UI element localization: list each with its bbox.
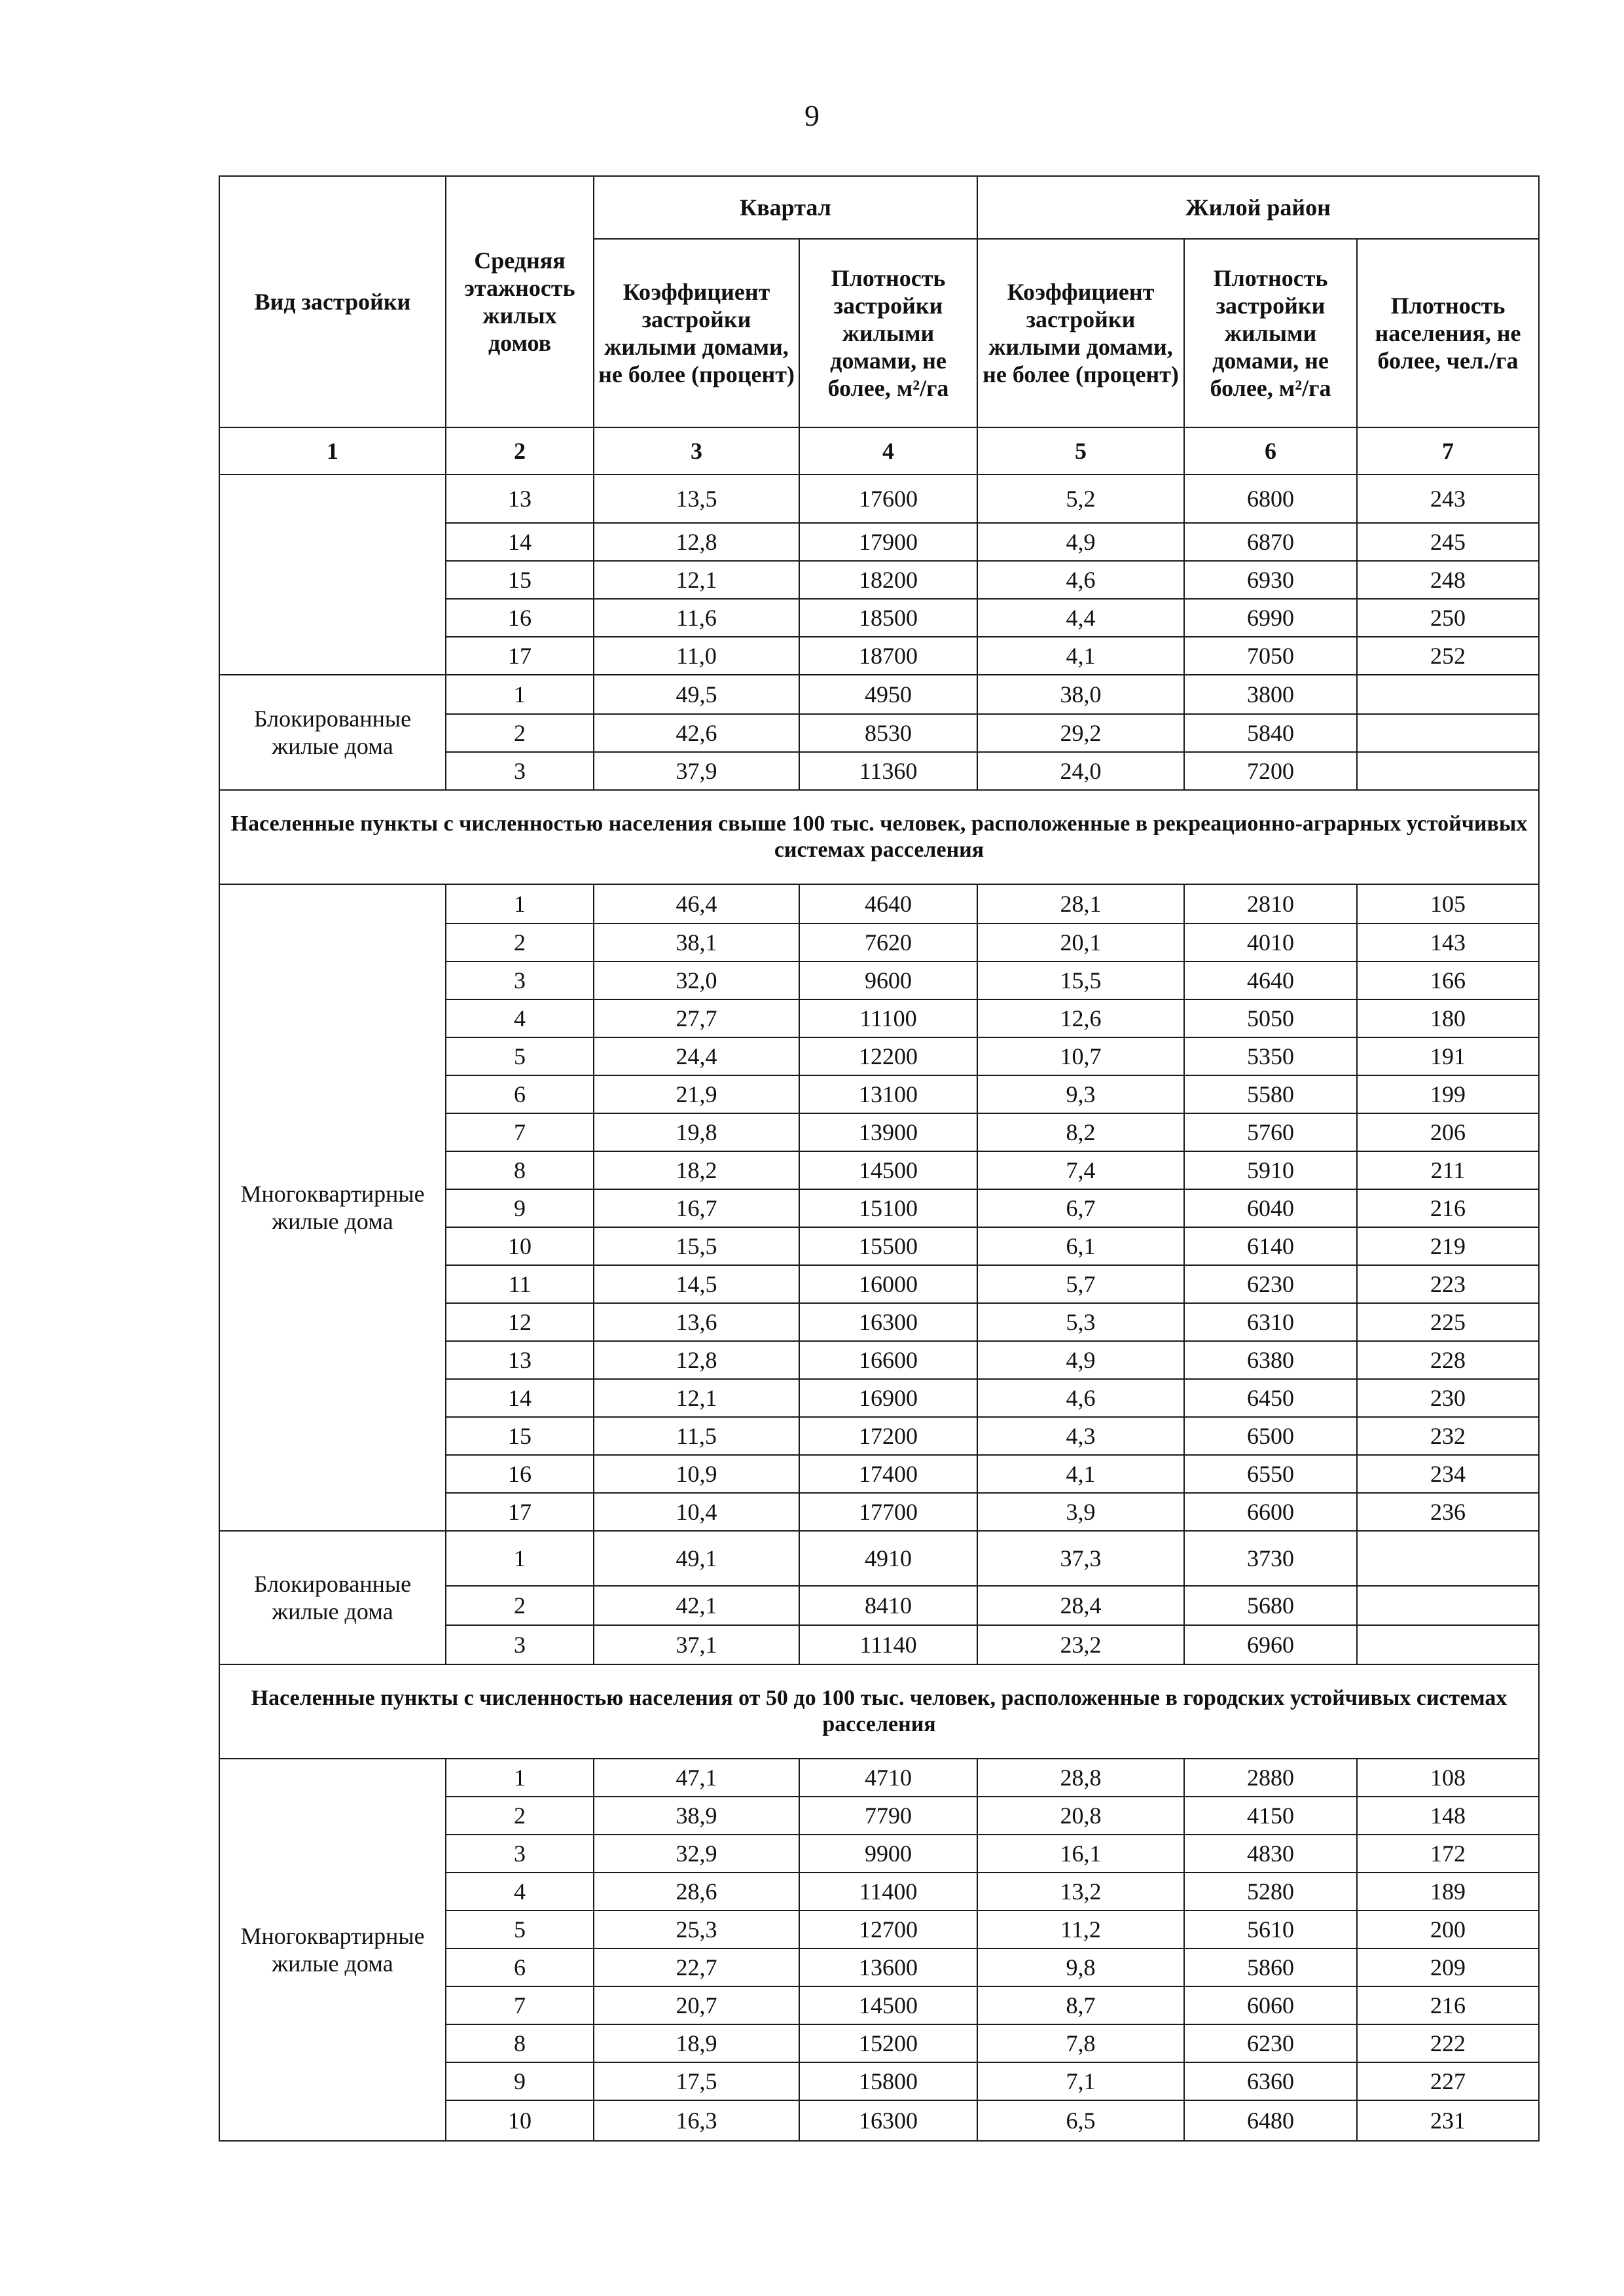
table-cell: 18700	[799, 637, 977, 675]
table-cell: 245	[1357, 523, 1539, 561]
table-cell: 17600	[799, 475, 977, 523]
table-cell: 16300	[799, 2100, 977, 2141]
table-cell: 216	[1357, 1189, 1539, 1227]
table-cell: 12200	[799, 1037, 977, 1075]
table-cell: 17200	[799, 1417, 977, 1455]
table-cell: 7050	[1184, 637, 1357, 675]
table-cell: 28,4	[977, 1586, 1184, 1625]
table-cell: 3	[446, 961, 594, 999]
table-cell: 10,7	[977, 1037, 1184, 1075]
table-cell	[1357, 675, 1539, 714]
header-residential-district: Жилой район	[977, 176, 1539, 239]
table-cell: 11,6	[594, 599, 799, 637]
table-row	[219, 884, 1539, 924]
table-cell: 28,6	[594, 1873, 799, 1910]
column-number-row	[219, 427, 1539, 475]
table-cell: 13900	[799, 1113, 977, 1151]
table-cell: 5580	[1184, 1075, 1357, 1113]
section-title: Населенные пункты с численностью населения свыше 100 тыс. человек, расположенные в рекреационно-аграрных устойчивых системах расселения	[219, 790, 1539, 884]
table-cell: 4640	[799, 884, 977, 924]
column-number: 1	[219, 427, 446, 475]
column-number: 3	[594, 427, 799, 475]
table-cell: 9,3	[977, 1075, 1184, 1113]
table-cell: 13,5	[594, 475, 799, 523]
table-cell: 6040	[1184, 1189, 1357, 1227]
table-cell: 219	[1357, 1227, 1539, 1265]
table-cell: 9,8	[977, 1948, 1184, 1986]
table-cell: 15	[446, 561, 594, 599]
table-cell: 4,6	[977, 1379, 1184, 1417]
table-cell	[1357, 1625, 1539, 1664]
table-cell: 5,3	[977, 1303, 1184, 1341]
table-cell: 24,0	[977, 752, 1184, 790]
table-cell: 4,9	[977, 1341, 1184, 1379]
table-cell: 206	[1357, 1113, 1539, 1151]
table-cell: 8	[446, 1151, 594, 1189]
table-cell: 10	[446, 2100, 594, 2141]
table-cell: 4,4	[977, 599, 1184, 637]
table-cell: 222	[1357, 2024, 1539, 2062]
table-cell: 2880	[1184, 1759, 1357, 1797]
table-cell: 10	[446, 1227, 594, 1265]
table-cell: 20,8	[977, 1797, 1184, 1835]
column-number: 2	[446, 427, 594, 475]
table-cell: 8410	[799, 1586, 977, 1625]
table-cell: 6480	[1184, 2100, 1357, 2141]
table-cell: 1	[446, 675, 594, 714]
building-type-cell: Блокированные жилые дома	[219, 675, 446, 790]
table-cell: 4150	[1184, 1797, 1357, 1835]
table-cell: 6230	[1184, 2024, 1357, 2062]
column-number: 7	[1357, 427, 1539, 475]
table-cell: 4910	[799, 1531, 977, 1586]
table-cell: 8530	[799, 714, 977, 752]
header-district-coefficient: Коэффициент застройки жилыми домами, не более (процент)	[977, 239, 1184, 427]
table-cell: 5610	[1184, 1910, 1357, 1948]
table-cell: 7,4	[977, 1151, 1184, 1189]
table-cell: 7,8	[977, 2024, 1184, 2062]
table-cell: 148	[1357, 1797, 1539, 1835]
table-cell: 6990	[1184, 599, 1357, 637]
table-cell: 252	[1357, 637, 1539, 675]
table-cell: 18500	[799, 599, 977, 637]
table-cell: 108	[1357, 1759, 1539, 1797]
table-cell: 15200	[799, 2024, 977, 2062]
table-cell: 16900	[799, 1379, 977, 1417]
table-cell: 12,8	[594, 523, 799, 561]
table-cell: 29,2	[977, 714, 1184, 752]
table-cell: 1	[446, 884, 594, 924]
table-cell: 17,5	[594, 2062, 799, 2100]
table-cell: 4	[446, 999, 594, 1037]
table-cell: 18,2	[594, 1151, 799, 1189]
table-cell: 16,7	[594, 1189, 799, 1227]
table-cell: 17400	[799, 1455, 977, 1493]
table-cell: 14	[446, 1379, 594, 1417]
table-cell: 6870	[1184, 523, 1357, 561]
table-cell: 16000	[799, 1265, 977, 1303]
table-cell: 9	[446, 2062, 594, 2100]
table-cell: 15100	[799, 1189, 977, 1227]
table-cell: 248	[1357, 561, 1539, 599]
table-cell: 7620	[799, 924, 977, 961]
table-cell: 5280	[1184, 1873, 1357, 1910]
table-cell	[1357, 752, 1539, 790]
header-average-floors: Средняя этажность жилых домов	[446, 176, 594, 427]
table-cell: 234	[1357, 1455, 1539, 1493]
table-cell: 13,6	[594, 1303, 799, 1341]
table-cell: 4010	[1184, 924, 1357, 961]
table-cell: 8,2	[977, 1113, 1184, 1151]
table-cell: 28,8	[977, 1759, 1184, 1797]
table-cell: 172	[1357, 1835, 1539, 1873]
table-cell: 3800	[1184, 675, 1357, 714]
table-cell: 49,5	[594, 675, 799, 714]
table-cell: 37,9	[594, 752, 799, 790]
table-cell: 7200	[1184, 752, 1357, 790]
table-cell: 216	[1357, 1986, 1539, 2024]
table-cell: 4,3	[977, 1417, 1184, 1455]
table-cell: 24,4	[594, 1037, 799, 1075]
table-cell: 3	[446, 752, 594, 790]
table-row	[219, 1531, 1539, 1586]
table-cell: 2810	[1184, 884, 1357, 924]
section-row	[219, 790, 1539, 884]
table-cell: 11	[446, 1265, 594, 1303]
table-cell: 227	[1357, 2062, 1539, 2100]
table-cell: 15,5	[594, 1227, 799, 1265]
section-row	[219, 1664, 1539, 1759]
table-cell: 16,1	[977, 1835, 1184, 1873]
table-cell: 4,9	[977, 523, 1184, 561]
table-cell: 6310	[1184, 1303, 1357, 1341]
table-cell: 7	[446, 1986, 594, 2024]
table-cell: 5350	[1184, 1037, 1357, 1075]
table-cell: 14500	[799, 1986, 977, 2024]
table-cell: 11400	[799, 1873, 977, 1910]
table-cell: 5860	[1184, 1948, 1357, 1986]
table-cell: 12,8	[594, 1341, 799, 1379]
table-cell: 14	[446, 523, 594, 561]
table-cell: 7790	[799, 1797, 977, 1835]
table-cell: 3730	[1184, 1531, 1357, 1586]
table-cell: 46,4	[594, 884, 799, 924]
table-cell: 4,1	[977, 1455, 1184, 1493]
table-cell: 105	[1357, 884, 1539, 924]
table-cell: 17900	[799, 523, 977, 561]
table-cell: 8,7	[977, 1986, 1184, 2024]
table-cell: 19,8	[594, 1113, 799, 1151]
table-cell: 12700	[799, 1910, 977, 1948]
table-cell: 28,1	[977, 884, 1184, 924]
table-cell: 11,5	[594, 1417, 799, 1455]
table-cell: 5760	[1184, 1113, 1357, 1151]
table-cell: 13	[446, 1341, 594, 1379]
building-type-cell: Многоквартирные жилые дома	[219, 1759, 446, 2141]
table-cell: 6230	[1184, 1265, 1357, 1303]
table-cell	[1357, 1586, 1539, 1625]
table-cell: 15800	[799, 2062, 977, 2100]
table-cell: 180	[1357, 999, 1539, 1037]
table-cell: 1	[446, 1531, 594, 1586]
table-cell: 4830	[1184, 1835, 1357, 1873]
header-quarter-coefficient: Коэффициент застройки жилыми домами, не более (процент)	[594, 239, 799, 427]
table-cell: 6960	[1184, 1625, 1357, 1664]
table-cell: 200	[1357, 1910, 1539, 1948]
table-cell: 5050	[1184, 999, 1357, 1037]
column-number: 5	[977, 427, 1184, 475]
table-cell: 3	[446, 1625, 594, 1664]
table-cell: 12,6	[977, 999, 1184, 1037]
table-cell: 32,0	[594, 961, 799, 999]
page-number: 9	[804, 99, 820, 132]
table-cell: 12,1	[594, 561, 799, 599]
table-cell: 231	[1357, 2100, 1539, 2141]
density-norms-table	[219, 175, 1540, 2142]
table-cell: 211	[1357, 1151, 1539, 1189]
header-quarter-density: Плотность застройки жилыми домами, не более, м²/га	[799, 239, 977, 427]
table-cell: 11140	[799, 1625, 977, 1664]
table-cell: 5840	[1184, 714, 1357, 752]
table-cell: 15500	[799, 1227, 977, 1265]
building-type-cell: Блокированные жилые дома	[219, 1531, 446, 1664]
table-cell: 17	[446, 1493, 594, 1531]
table-cell: 6450	[1184, 1379, 1357, 1417]
table-cell: 4710	[799, 1759, 977, 1797]
header-quarter: Квартал	[594, 176, 977, 239]
table-cell: 13100	[799, 1075, 977, 1113]
table-cell: 6360	[1184, 2062, 1357, 2100]
table-cell: 5680	[1184, 1586, 1357, 1625]
table-cell: 18200	[799, 561, 977, 599]
table-cell: 16,3	[594, 2100, 799, 2141]
section-title: Населенные пункты с численностью населения от 50 до 100 тыс. человек, расположенные в городских устойчивых системах расселения	[219, 1664, 1539, 1759]
table-cell: 6500	[1184, 1417, 1357, 1455]
table-cell: 42,1	[594, 1586, 799, 1625]
table-cell: 13,2	[977, 1873, 1184, 1910]
table-cell: 8	[446, 2024, 594, 2062]
table-cell: 5910	[1184, 1151, 1357, 1189]
table-cell: 209	[1357, 1948, 1539, 1986]
table-cell: 37,1	[594, 1625, 799, 1664]
table-cell: 13600	[799, 1948, 977, 1986]
building-type-cell: Многоквартирные жилые дома	[219, 884, 446, 1531]
table-cell: 1	[446, 1759, 594, 1797]
table-cell: 4,6	[977, 561, 1184, 599]
table-cell: 143	[1357, 924, 1539, 961]
table-cell: 9900	[799, 1835, 977, 1873]
table-cell: 12,1	[594, 1379, 799, 1417]
table-cell: 38,0	[977, 675, 1184, 714]
table-cell: 20,1	[977, 924, 1184, 961]
table-cell: 6550	[1184, 1455, 1357, 1493]
table-cell: 223	[1357, 1265, 1539, 1303]
table-cell: 5,2	[977, 475, 1184, 523]
table-row	[219, 675, 1539, 714]
table-cell	[1357, 1531, 1539, 1586]
table-cell: 16	[446, 1455, 594, 1493]
table-cell: 2	[446, 714, 594, 752]
table-cell: 13	[446, 475, 594, 523]
header-district-density: Плотность застройки жилыми домами, не более, м²/га	[1184, 239, 1357, 427]
table-cell: 16300	[799, 1303, 977, 1341]
table-cell: 236	[1357, 1493, 1539, 1531]
column-number: 4	[799, 427, 977, 475]
table-cell: 11360	[799, 752, 977, 790]
table-cell: 6600	[1184, 1493, 1357, 1531]
table-cell: 6,7	[977, 1189, 1184, 1227]
table-cell: 232	[1357, 1417, 1539, 1455]
table-cell: 4950	[799, 675, 977, 714]
table-body	[219, 475, 1539, 2141]
table-cell: 5	[446, 1910, 594, 1948]
table-cell: 11,0	[594, 637, 799, 675]
table-cell: 16	[446, 599, 594, 637]
table-cell: 6380	[1184, 1341, 1357, 1379]
table-cell: 6800	[1184, 475, 1357, 523]
table-cell: 25,3	[594, 1910, 799, 1948]
table-cell: 9	[446, 1189, 594, 1227]
table-cell: 7	[446, 1113, 594, 1151]
table-cell: 4,1	[977, 637, 1184, 675]
table-cell: 191	[1357, 1037, 1539, 1075]
table-cell: 2	[446, 924, 594, 961]
table-cell: 17700	[799, 1493, 977, 1531]
table-cell: 230	[1357, 1379, 1539, 1417]
table-cell: 250	[1357, 599, 1539, 637]
table-row	[219, 475, 1539, 523]
column-number: 6	[1184, 427, 1357, 475]
table-cell: 225	[1357, 1303, 1539, 1341]
table-cell: 37,3	[977, 1531, 1184, 1586]
table-cell: 4640	[1184, 961, 1357, 999]
table-cell: 166	[1357, 961, 1539, 999]
table-cell: 12	[446, 1303, 594, 1341]
table-cell: 6	[446, 1948, 594, 1986]
table-cell: 21,9	[594, 1075, 799, 1113]
table-cell: 10,9	[594, 1455, 799, 1493]
table-cell: 11100	[799, 999, 977, 1037]
table-cell: 5	[446, 1037, 594, 1075]
table-cell: 2	[446, 1586, 594, 1625]
table-cell: 6,5	[977, 2100, 1184, 2141]
table-cell: 6930	[1184, 561, 1357, 599]
table-cell: 243	[1357, 475, 1539, 523]
table-cell: 14,5	[594, 1265, 799, 1303]
table-cell: 23,2	[977, 1625, 1184, 1664]
table-cell: 32,9	[594, 1835, 799, 1873]
table-cell: 2	[446, 1797, 594, 1835]
table-cell: 10,4	[594, 1493, 799, 1531]
table-cell	[1357, 714, 1539, 752]
table-cell: 17	[446, 637, 594, 675]
table-cell: 49,1	[594, 1531, 799, 1586]
table-cell: 7,1	[977, 2062, 1184, 2100]
table-cell: 38,9	[594, 1797, 799, 1835]
table-cell: 16600	[799, 1341, 977, 1379]
table-cell: 11,2	[977, 1910, 1184, 1948]
table-cell: 38,1	[594, 924, 799, 961]
header-building-type: Вид застройки	[219, 176, 446, 427]
table-cell: 199	[1357, 1075, 1539, 1113]
table-cell: 6060	[1184, 1986, 1357, 2024]
table-cell: 20,7	[594, 1986, 799, 2024]
table-cell: 15,5	[977, 961, 1184, 999]
table-cell: 228	[1357, 1341, 1539, 1379]
table-cell: 15	[446, 1417, 594, 1455]
table-cell: 3,9	[977, 1493, 1184, 1531]
table-row	[219, 1759, 1539, 1797]
table-cell: 6	[446, 1075, 594, 1113]
table-cell: 42,6	[594, 714, 799, 752]
table-cell: 189	[1357, 1873, 1539, 1910]
table-cell: 27,7	[594, 999, 799, 1037]
table-cell: 9600	[799, 961, 977, 999]
building-type-cell	[219, 475, 446, 675]
table-cell: 18,9	[594, 2024, 799, 2062]
table-cell: 5,7	[977, 1265, 1184, 1303]
table-cell: 14500	[799, 1151, 977, 1189]
header-population-density: Плотность населения, не более, чел./га	[1357, 239, 1539, 427]
table-cell: 22,7	[594, 1948, 799, 1986]
table-cell: 6,1	[977, 1227, 1184, 1265]
table-cell: 47,1	[594, 1759, 799, 1797]
table-cell: 3	[446, 1835, 594, 1873]
table-cell: 4	[446, 1873, 594, 1910]
table-cell: 6140	[1184, 1227, 1357, 1265]
